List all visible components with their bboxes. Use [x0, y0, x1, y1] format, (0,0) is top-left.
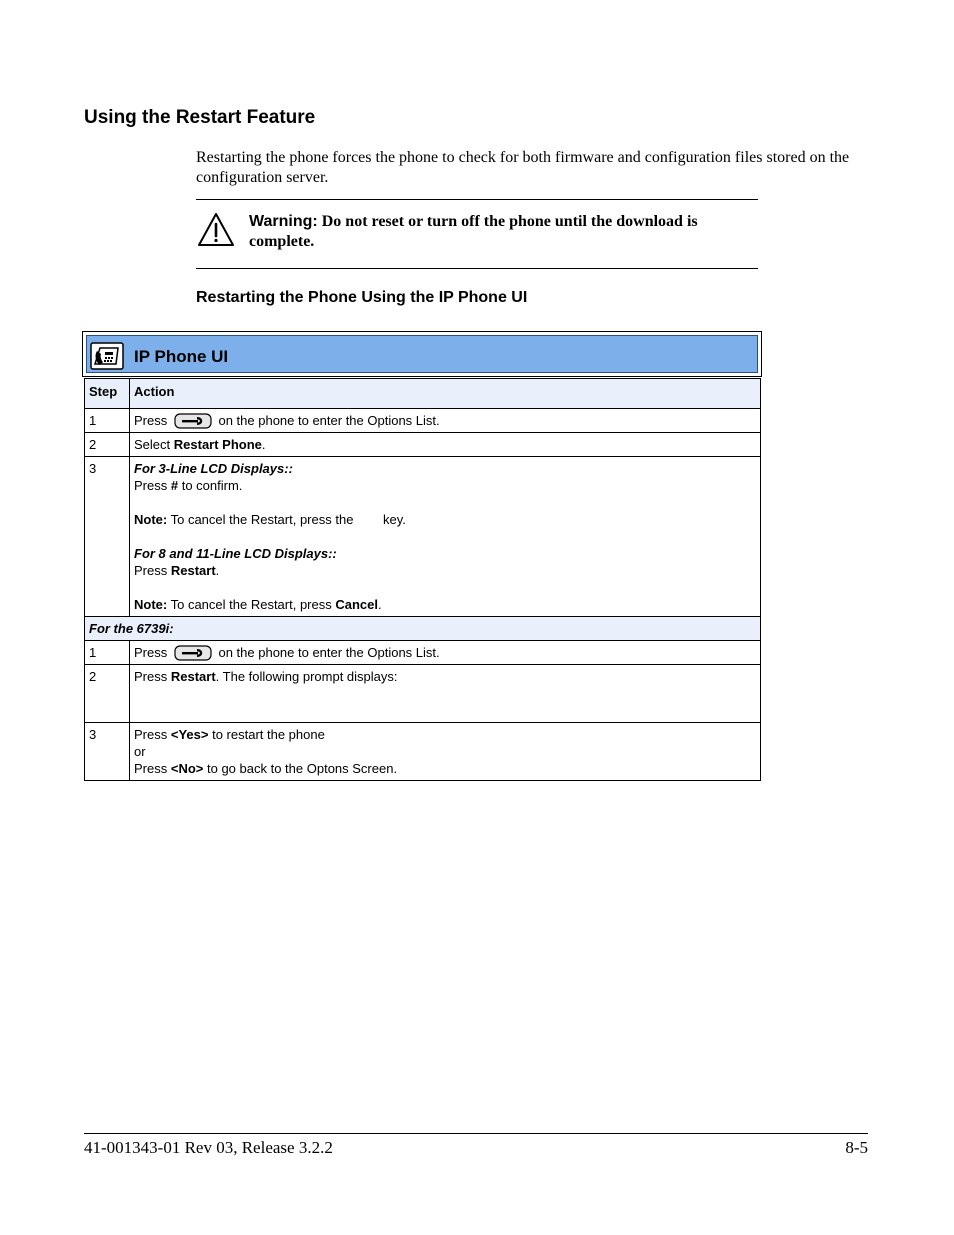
table-subheading-row	[85, 617, 761, 641]
footer-page-number: 8-5	[845, 1138, 868, 1157]
table-row	[85, 433, 761, 457]
note-text: To cancel the Restart, press the	[170, 512, 354, 527]
subsection-heading: Restarting the Phone Using the IP Phone UI	[196, 289, 528, 306]
note-label: Note:	[134, 512, 168, 527]
step-action	[130, 409, 761, 433]
step-action	[130, 665, 761, 723]
action-bold-text: <Yes>	[170, 727, 209, 742]
display-type-heading: For 8 and 11-Line LCD Displays::	[134, 546, 337, 561]
action-text: Press	[134, 413, 168, 428]
options-key-icon	[174, 645, 212, 661]
footer-rule	[84, 1133, 868, 1134]
action-text: Press	[134, 478, 168, 493]
action-text: to restart the phone	[212, 727, 325, 742]
column-header-step: Step	[85, 379, 130, 409]
action-bold-text: Restart	[170, 669, 216, 684]
table-header-row	[85, 379, 761, 409]
intro-paragraph: Restarting the phone forces the phone to check for both firmware and configuration files stored on the configuration server.	[196, 149, 850, 186]
table-row	[85, 665, 761, 723]
table-row	[85, 409, 761, 433]
note-text: key.	[383, 512, 406, 527]
action-text: to confirm.	[181, 478, 243, 493]
table-subheading: For the 6739i:	[85, 617, 761, 641]
action-text: to go back to the Optons Screen.	[207, 761, 398, 776]
section-heading: Using the Restart Feature	[84, 107, 316, 128]
table-row	[85, 457, 761, 617]
step-action	[130, 457, 761, 617]
action-text: Select	[134, 437, 171, 452]
action-text: .	[215, 563, 220, 578]
action-bold-text: Restart	[170, 563, 216, 578]
step-number: 2	[85, 433, 130, 457]
warning-message: Do not reset or turn off the phone until the download is complete.	[249, 213, 698, 250]
options-key-icon	[174, 413, 212, 429]
note-text: .	[378, 597, 382, 612]
warning-bottom-rule	[196, 268, 758, 269]
ip-phone-ui-title: IP Phone UI	[134, 347, 229, 366]
step-number: 1	[85, 409, 130, 433]
warning-top-rule	[196, 199, 758, 200]
warning-label: Warning:	[249, 213, 318, 230]
action-bold-text: #	[170, 478, 179, 493]
action-text: or	[134, 744, 146, 759]
action-text: on the phone to enter the Options List.	[218, 413, 440, 428]
footer-doc-id: 41-001343-01 Rev 03, Release 3.2.2	[84, 1138, 333, 1157]
column-header-action: Action	[130, 379, 761, 409]
step-number: 1	[85, 641, 130, 665]
ip-phone-ui-banner	[86, 335, 758, 373]
action-bold-text: <No>	[170, 761, 204, 776]
action-text: on the phone to enter the Options List.	[218, 645, 440, 660]
steps-table	[84, 378, 761, 781]
action-text: Press	[134, 669, 168, 684]
step-action	[130, 723, 761, 781]
note-bold-text: Cancel	[335, 597, 379, 612]
action-text: Press	[134, 761, 168, 776]
warning-text	[249, 212, 749, 252]
action-text: Press	[134, 563, 168, 578]
action-text: Press	[134, 645, 168, 660]
ip-phone-ui-box	[82, 331, 762, 377]
action-text: . The following prompt displays:	[215, 669, 398, 684]
step-action	[130, 433, 761, 457]
display-type-heading: For 3-Line LCD Displays::	[134, 461, 293, 476]
table-row	[85, 723, 761, 781]
warning-triangle-icon	[197, 212, 235, 248]
table-row	[85, 641, 761, 665]
phone-icon	[90, 342, 124, 370]
step-number: 3	[85, 723, 130, 781]
step-action	[130, 641, 761, 665]
note-label: Note:	[134, 597, 168, 612]
action-text: Press	[134, 727, 168, 742]
step-number: 2	[85, 665, 130, 723]
action-bold-text: Restart Phone	[173, 437, 262, 452]
action-text: .	[261, 437, 266, 452]
note-text: To cancel the Restart, press	[170, 597, 332, 612]
step-number: 3	[85, 457, 130, 617]
